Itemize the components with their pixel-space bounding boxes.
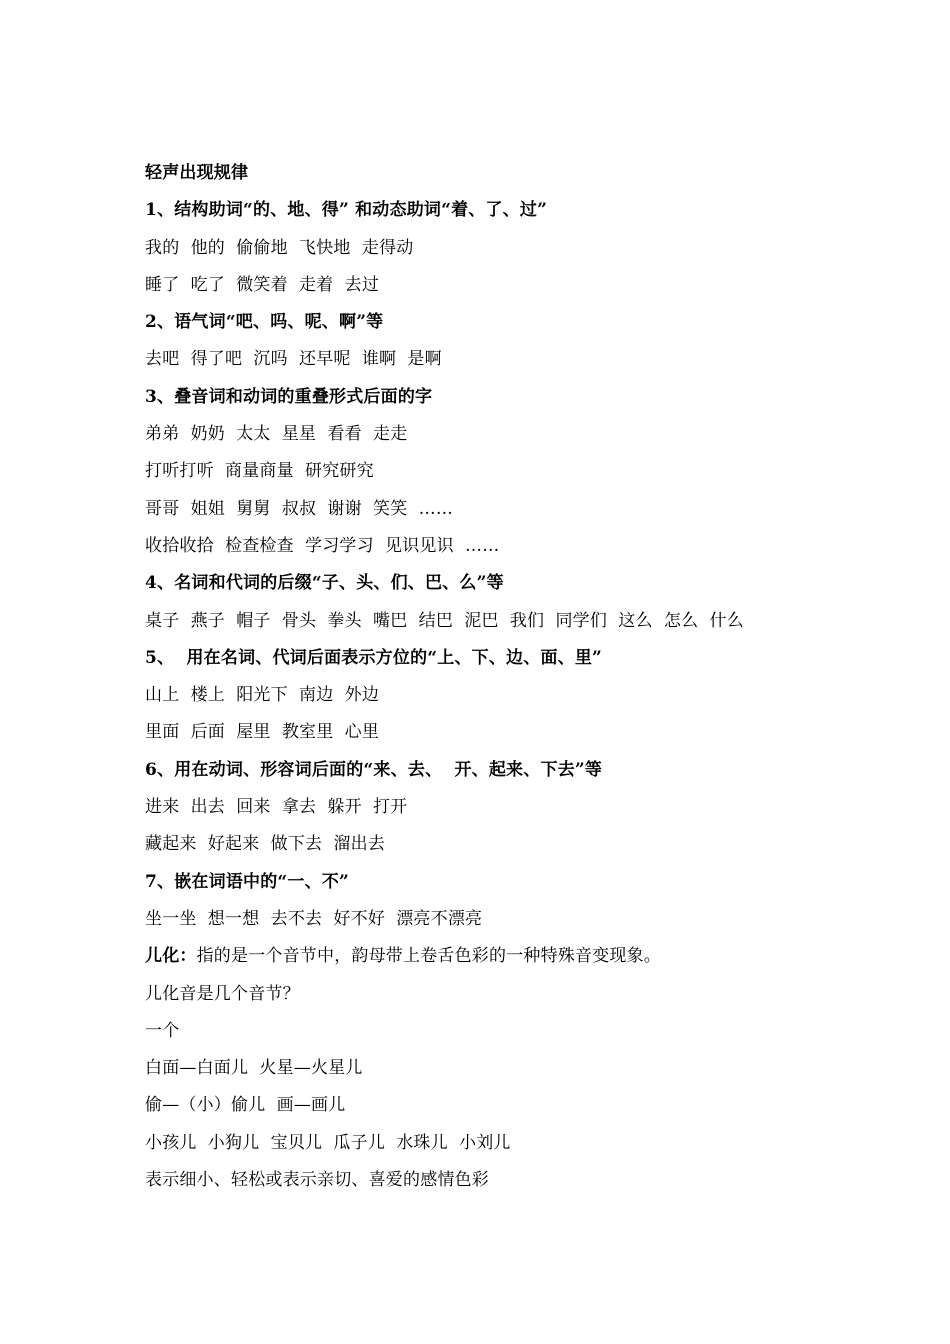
- example-line: 坐一坐 想一想 去不去 好不好 漂亮不漂亮: [145, 908, 483, 929]
- section-heading: 3、叠音词和动词的重叠形式后面的字: [145, 386, 433, 407]
- example-line: 白面—白面儿 火星—火星儿: [145, 1058, 363, 1079]
- erhua-answer: 一个: [145, 1020, 180, 1041]
- example-line: 去吧 得了吧 沉吗 还早呢 谁啊 是啊: [145, 349, 442, 370]
- example-line: 弟弟 奶奶 太太 星星 看看 走走: [145, 424, 408, 445]
- example-line: 哥哥 姐姐 舅舅 叔叔 谢谢 笑笑 ……: [145, 498, 454, 519]
- erhua-term: 儿化：: [145, 946, 197, 967]
- section-heading: 1、结构助词“的、地、得” 和动态助词“着、了、过”: [145, 200, 548, 221]
- example-line: 藏起来 好起来 做下去 溜出去: [145, 834, 386, 855]
- erhua-definition: [145, 938, 925, 975]
- document-page: [145, 155, 925, 1199]
- example-line: 打听打听 商量商量 研究研究: [145, 461, 374, 482]
- example-line: 山上 楼上 阳光下 南边 外边: [145, 685, 380, 706]
- example-line: 桌子 燕子 帽子 骨头 拳头 嘴巴 结巴 泥巴 我们 同学们 这么 怎么 什么: [145, 610, 744, 631]
- section-heading: 5、 用在名词、代词后面表示方位的“上、下、边、面、里”: [145, 647, 603, 668]
- erhua-question: 儿化音是几个音节？: [145, 983, 300, 1004]
- example-line: 收拾收拾 检查检查 学习学习 见识见识 ……: [145, 535, 500, 556]
- example-line: 表示细小、轻松或表示亲切、喜爱的感情色彩: [145, 1170, 489, 1191]
- section-heading: 6、用在动词、形容词后面的“来、去、 开、起来、下去”等: [145, 759, 603, 780]
- section-heading: 7、嵌在词语中的“一、不”: [145, 871, 349, 892]
- document-title: 轻声出现规律: [145, 163, 249, 183]
- section-heading: 2、语气词“吧、吗、呢、啊”等: [145, 312, 384, 333]
- section-heading: 4、名词和代词的后缀“子、头、们、巴、么”等: [145, 573, 504, 594]
- erhua-definition-text: 指的是一个音节中，韵母带上卷舌色彩的一种特殊音变现象。: [196, 946, 662, 967]
- example-line: 里面 后面 屋里 教室里 心里: [145, 722, 380, 743]
- example-line: 进来 出去 回来 拿去 躲开 打开: [145, 797, 408, 818]
- example-line: 我的 他的 偷偷地 飞快地 走得动: [145, 237, 414, 258]
- example-line: 小孩儿 小狗儿 宝贝儿 瓜子儿 水珠儿 小刘儿: [145, 1132, 511, 1153]
- example-line: 偷—（小）偷儿 画—画儿: [145, 1095, 346, 1116]
- example-line: 睡了 吃了 微笑着 走着 去过: [145, 274, 380, 295]
